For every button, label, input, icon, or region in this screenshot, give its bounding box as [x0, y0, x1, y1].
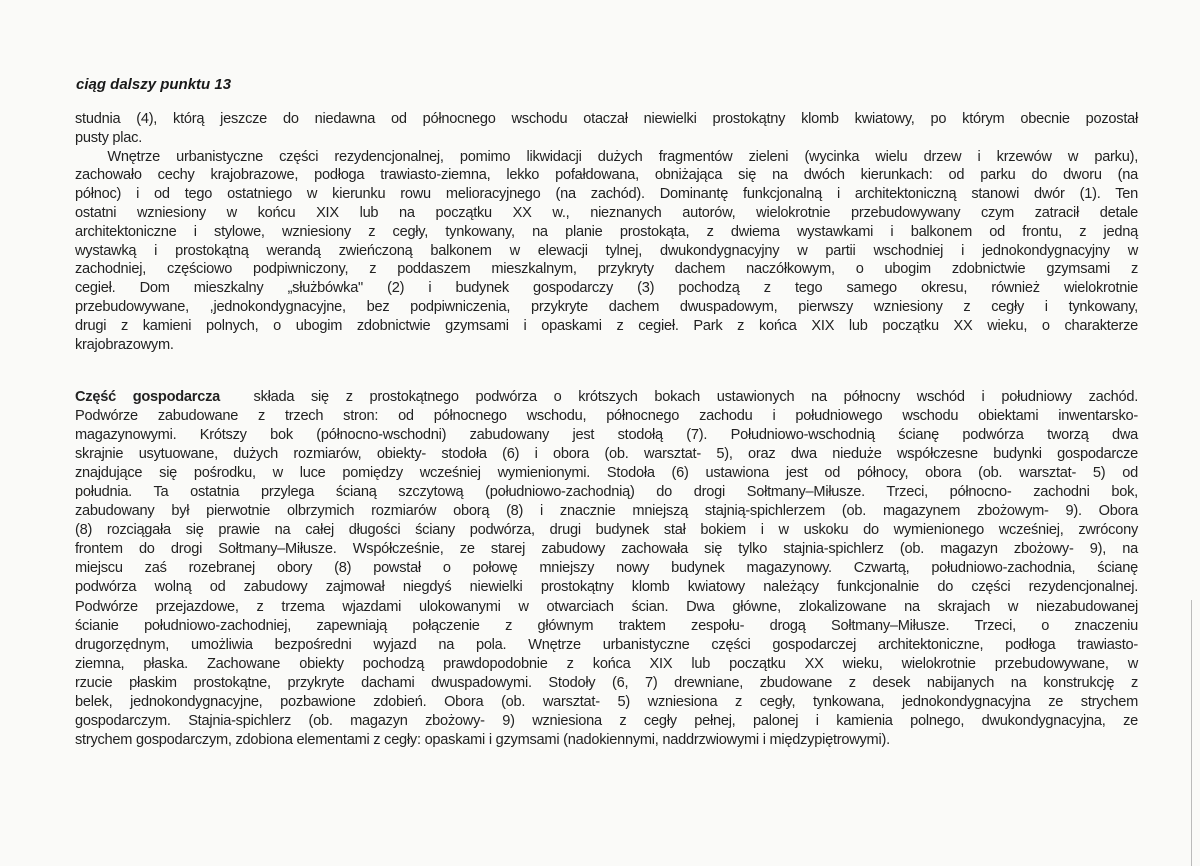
text-line: pusty plac. — [75, 129, 143, 146]
text-line: architektoniczne i stylowe, wzniesiony z cegły, tynkowany, na planie prostokąta, z dwiema wystawkami i balkonem od frontu, z jedną — [75, 223, 1138, 240]
text-line: gospodarczym. Stajnia-spichlerz (ob. magazyn zbożowy- 9) wzniesiona z cegły pełnej, palonej i kamienia polnego, dwukondygnacyjna, ze — [75, 712, 1138, 729]
text-line: krajobrazowym. — [75, 336, 174, 353]
text-line: przebudowywane, ,jednokondygnacyjne, bez podpiwniczenia, przykryte dachem dwuspadowym, pierwszy wzniesiony z cegły i tynkowany, — [75, 298, 1138, 315]
text-line: skrajnie usytuowane, dużych rozmiarów, obiekty- stodoła (6) i obora (ob. warsztat- 5), oraz dwa nieduże współczesne budynki gospodarcze — [75, 446, 1138, 463]
text-line: cegieł. Dom mieszkalny „służbówka" (2) i budynek gospodarczy (3) pochodzą z tego samego okresu, również wielokrotnie — [75, 280, 1138, 297]
text-line: ścianie południowo-zachodniej, zapewniają połączenie z głównym traktem zespołu- drogą Sołtmany–Miłusze. Trzeci, o znaczeniu — [75, 617, 1138, 634]
text-line: Wnętrze urbanistyczne części rezydencjonalnej, pomimo likwidacji dużych fragmentów zieleni (wycinka wielu drzew i krzewów w parku), — [75, 148, 1138, 165]
paragraph-farm-section — [75, 388, 1138, 750]
section-lead-rest: składa się z prostokątnego podwórza o krótszych bokach ustawionych na północny wschód i południowy zachód. — [219, 389, 1138, 405]
text-line: magazynowymi. Krótszy bok (północno-wschodni) zabudowany jest stodołą (7). Południowo-wschodnią ścianę podwórza tworzą dwa — [75, 427, 1138, 444]
text-line: północ) i od tego ostatniego w kierunku rowu melioracyjnego (na zachód). Dominantę funkcjonalną i architektoniczną stanowi dwór (1). Ten — [75, 186, 1138, 203]
text-line: studnia (4), którą jeszcze do niedawna od północnego wschodu otaczał niewielki prostokątny klomb kwiatowy, po którym obecnie pozostał — [75, 111, 1138, 127]
text-line: zachodniej, częściowo podpiwniczony, z poddaszem mieszkalnym, przykryty dachem naczółkowym, o ubogim zdobnictwie gzymsami z — [75, 261, 1138, 278]
text-line: strychem gospodarczym, zdobiona elementami z cegły: opaskami i gzymsami (nadokiennymi, naddrzwiowymi i międzypiętrowymi). — [75, 731, 890, 748]
scan-edge — [1191, 600, 1192, 866]
text-line — [75, 388, 1138, 407]
text-line: frontem do drogi Sołtmany–Miłusze. Współcześnie, ze starej zabudowy zachowała się tylko stajnia-spichlerz (ob. magazyn zbożowy- 9), na — [75, 541, 1138, 558]
text-line: (8) rozciągała się prawie na całej długości ściany podwórza, drugi budynek stał bokiem i w uskoku do wymienionego wcześniej, zwrócony — [75, 522, 1138, 539]
text-line: miejscu zaś rozebranej obory (8) powstał o połowę mniejszy nowy budynek magazynowy. Czwartą, południowo-zachodnia, ścianę — [75, 560, 1138, 577]
text-line: Podwórze zabudowane z trzech stron: od północnego wschodu, północnego zachodu i południowego wschodu obiektami inwentarsko- — [75, 408, 1138, 425]
text-line: wystawką i prostokątną werandą zwieńczoną balkonem w elewacji tylnej, dwukondygnacyjny w partii wschodniej i jednokondygnacyjny w — [75, 242, 1138, 259]
text-line: zabudowany był pierwotnie olbrzymich rozmiarów oborą (8) i znacznie mniejszą stajnią-spichlerzem (ob. magazynem zbożowym- 9). Obora — [75, 503, 1138, 520]
text-line: południa. Ta ostatnia przylega ścianą szczytową (południowo-zachodnią) do drogi Sołtmany–Miłusze. Trzeci, północno- zachodni bok, — [75, 484, 1138, 501]
text-line: drugi z kamieni polnych, o ubogim zdobnictwie gzymsami i opaskami z cegieł. Park z końca XIX lub początku XX wieku, o charakterze — [75, 317, 1138, 334]
text-line: belek, jednokondygnacyjne, pozbawione zdobień. Obora (ob. warsztat- 5) wzniesiona z cegły, tynkowana, jednokondygnacyjna ze strychem — [75, 693, 1138, 710]
text-line: Podwórze przejazdowe, z trzema wjazdami ulokowanymi w otwarciach ścian. Dwa główne, zlokalizowane na skrajach w niezabudowanej — [75, 598, 1138, 615]
page-heading: ciąg dalszy punktu 13 — [76, 76, 232, 93]
text-line: drugorzędnym, umożliwia bezpośredni wyjazd na pola. Wnętrze urbanistyczne części gospodarczej architektoniczne, podłoga trawiasto- — [75, 636, 1138, 653]
text-line: rzucie płaskim prostokątne, przykryte dachami dwuspadowymi. Stodoły (6, 7) drewniane, zbudowane z desek nabijanych na konstrukcję z — [75, 674, 1138, 691]
text-line: ostatni wzniesiony w końcu XIX lub na początku XX w., nieznanych autorów, wielokrotnie przebudowywany czym zatracił detale — [75, 204, 1138, 221]
text-line: podwórza wolną od zabudowy zajmował niegdyś niewielki prostokątny klomb kwiatowy należący funkcjonalnie do części rezydencjonalnej. — [75, 579, 1138, 596]
paragraph-residential — [75, 110, 1138, 354]
text-line: znajdujące się pośrodku, w luce pomiędzy wcześniej wymienionymi. Stodoła (6) ustawiona jest od północy, obora (ob. warsztat- 5) od — [75, 465, 1138, 482]
text-line: zachowało cechy krajobrazowe, podłoga trawiasto-ziemna, lekko pofałdowana, obniżająca się na dwóch kierunkach: od parku do dworu (na — [75, 167, 1138, 184]
text-line: ziemna, płaska. Zachowane obiekty pochodzą prawdopodobnie z końca XIX lub początku XX wieku, wielokrotnie przebudowywane, w — [75, 655, 1138, 672]
section-lead-bold: Część gospodarcza — [75, 389, 220, 405]
